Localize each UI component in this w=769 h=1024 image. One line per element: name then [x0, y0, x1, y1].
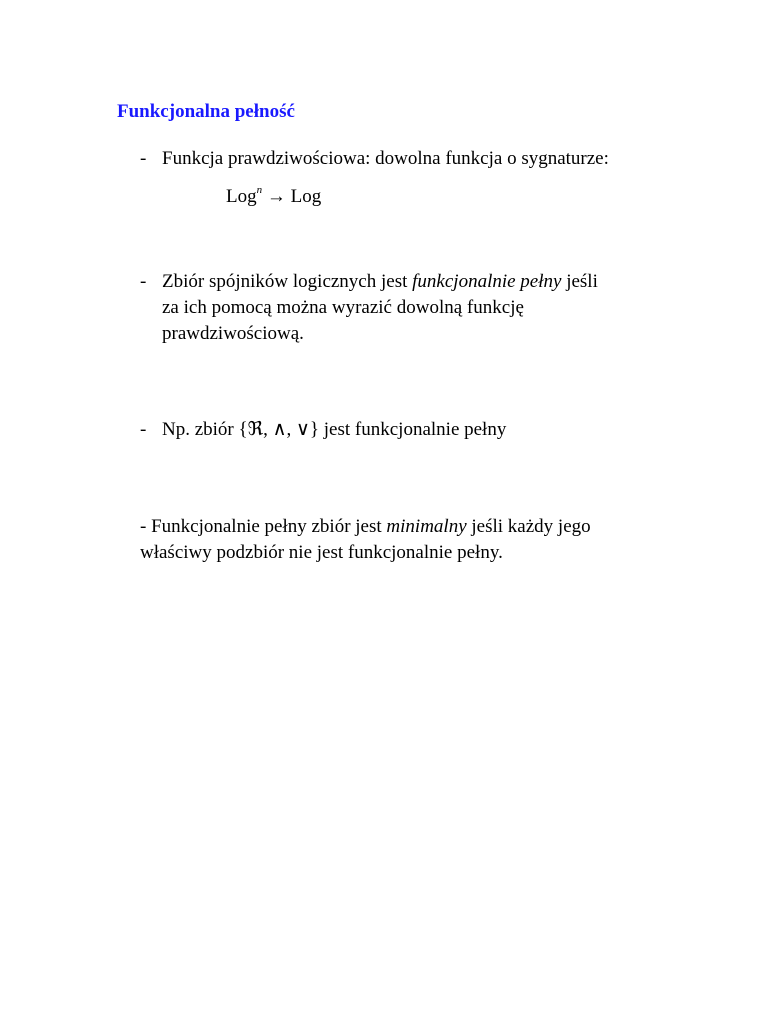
bullet-dash: -	[140, 148, 147, 169]
text-fragment: jeśli	[561, 271, 598, 292]
text-fragment: Zbiór spójników logicznych jest	[162, 271, 413, 292]
emphasized-term: funkcjonalnie pełny	[412, 271, 562, 292]
section-title: Funkcjonalna pełność	[117, 101, 295, 122]
text-fragment: - Funkcjonalnie pełny zbiór jest	[140, 516, 387, 537]
definition-line: Funkcja prawdziwościowa: dowolna funkcja o sygnaturze:	[162, 148, 609, 169]
formula-base: Log	[226, 186, 257, 207]
signature-formula	[226, 184, 321, 210]
example-line: Np. zbiór {ℜ, ∧, ∨} jest funkcjonalnie pełny	[162, 419, 507, 440]
completeness-definition-line: za ich pomocą można wyrazić dowolną funkcję	[162, 297, 524, 318]
bullet-dash: -	[140, 419, 147, 440]
formula-target: Log	[290, 186, 322, 207]
emphasized-term: minimalny	[386, 516, 467, 537]
bullet-dash: -	[140, 271, 147, 292]
minimal-definition-line: właściwy podzbiór nie jest funkcjonalnie pełny.	[140, 542, 503, 563]
completeness-definition-line	[162, 269, 598, 295]
formula-exponent: n	[256, 184, 263, 196]
completeness-definition-line: prawdziwościową.	[162, 323, 304, 344]
text-fragment: jeśli każdy jego	[466, 516, 591, 537]
minimal-definition-line	[140, 514, 591, 540]
arrow-symbol: →	[266, 186, 286, 207]
